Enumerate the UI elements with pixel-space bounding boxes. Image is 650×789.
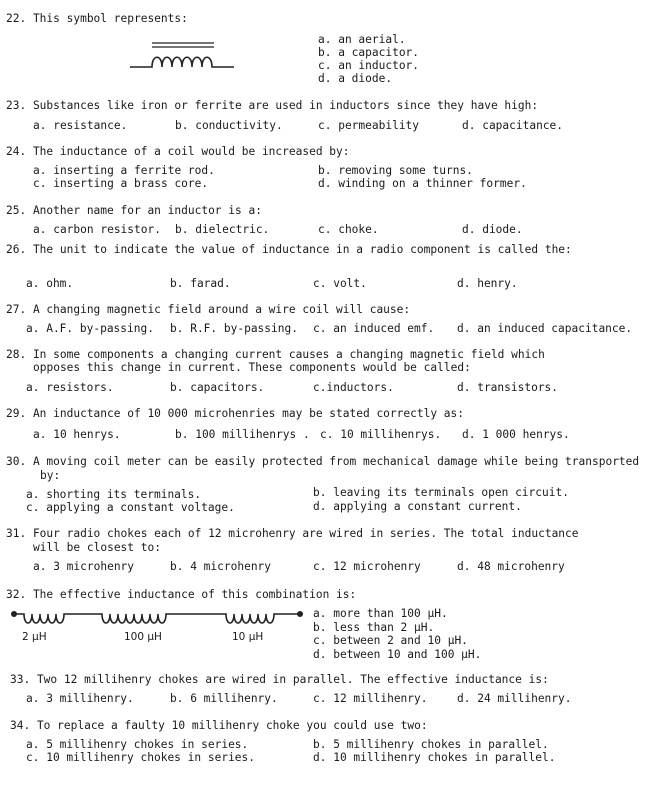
option-d[interactable]: d. applying a constant current. [313, 500, 522, 513]
inductor-label-100uh: 100 μH [124, 631, 162, 643]
option-c[interactable]: c. an inductor. [318, 59, 420, 72]
option-d[interactable]: d. henry. [457, 277, 518, 290]
option-b[interactable]: b. a capacitor. [318, 46, 420, 59]
option-d[interactable]: d. between 10 and 100 μH. [313, 648, 482, 661]
question-stem: 27. A changing magnetic field around a wire coil will cause: [6, 303, 411, 316]
option-a[interactable]: a. shorting its terminals. [26, 488, 202, 501]
option-a[interactable]: a. A.F. by-passing. [26, 322, 154, 335]
option-a[interactable]: a. 3 microhenry [33, 560, 135, 573]
option-c[interactable]: c. between 2 and 10 μH. [313, 634, 468, 647]
option-b[interactable]: b. less than 2 μH. [313, 621, 435, 634]
option-b[interactable]: b. conductivity. [175, 119, 283, 132]
option-b[interactable]: b. 5 millihenry chokes in parallel. [313, 738, 549, 751]
option-b[interactable]: b. dielectric. [175, 223, 270, 236]
option-c[interactable]: c. 12 microhenry [313, 560, 421, 573]
option-d[interactable]: d. 10 millihenry chokes in parallel. [313, 751, 556, 764]
question-stem: 26. The unit to indicate the value of inductance in a radio component is called the: [6, 243, 572, 256]
question-stem: 34. To replace a faulty 10 millihenry choke you could use two: [10, 719, 428, 732]
option-a[interactable]: a. inserting a ferrite rod. [33, 164, 215, 177]
option-a[interactable]: a. resistance. [33, 119, 128, 132]
question-stem: 32. The effective inductance of this combination is: [6, 588, 357, 601]
option-c[interactable]: c. applying a constant voltage. [26, 501, 235, 514]
option-a[interactable]: a. carbon resistor. [33, 223, 161, 236]
option-a[interactable]: a. ohm. [26, 277, 74, 290]
question-stem: 33. Two 12 millihenry chokes are wired in parallel. The effective inductance is: [10, 673, 549, 686]
option-d[interactable]: d. diode. [462, 223, 523, 236]
question-stem: 29. An inductance of 10 000 microhenries may be stated correctly as: [6, 407, 465, 420]
option-a[interactable]: a. 5 millihenry chokes in series. [26, 738, 249, 751]
option-d[interactable]: d. transistors. [457, 381, 559, 394]
option-b[interactable]: b. 4 microhenry [170, 560, 272, 573]
option-c[interactable]: c. 10 millihenry chokes in series. [26, 751, 256, 764]
question-stem: 25. Another name for an inductor is a: [6, 204, 262, 217]
option-d[interactable]: d. a diode. [318, 72, 393, 85]
inductor-label-10uh: 10 μH [232, 631, 264, 643]
question-stem: 23. Substances like iron or ferrite are used in inductors since they have high: [6, 99, 539, 112]
question-stem: 31. Four radio chokes each of 12 microhenry are wired in series. The total inductance [6, 527, 579, 540]
option-b[interactable]: b. leaving its terminals open circuit. [313, 486, 569, 499]
question-stem-continued: opposes this change in current. These components would be called: [33, 361, 471, 374]
option-c[interactable]: c. volt. [313, 277, 367, 290]
question-stem: 24. The inductance of a coil would be increased by: [6, 145, 350, 158]
option-d[interactable]: d. 1 000 henrys. [462, 428, 570, 441]
option-a[interactable]: a. resistors. [26, 381, 114, 394]
question-stem-continued: by: [40, 469, 61, 482]
option-d[interactable]: d. 48 microhenry [457, 560, 565, 573]
series-inductor-circuit [10, 604, 310, 630]
option-c[interactable]: c. inserting a brass core. [33, 177, 209, 190]
option-a[interactable]: a. 3 millihenry. [26, 692, 134, 705]
option-c[interactable]: c. choke. [318, 223, 379, 236]
option-d[interactable]: d. an induced capacitance. [457, 322, 633, 335]
option-b[interactable]: b. farad. [170, 277, 231, 290]
question-stem: 22. This symbol represents: [6, 12, 188, 25]
option-c[interactable]: c. 12 millihenry. [313, 692, 428, 705]
option-c[interactable]: c. 10 millihenrys. [320, 428, 442, 441]
option-c[interactable]: c. permeability [318, 119, 420, 132]
option-a[interactable]: a. more than 100 μH. [313, 607, 448, 620]
option-a[interactable]: a. an aerial. [318, 33, 406, 46]
option-b[interactable]: b. removing some turns. [318, 164, 473, 177]
inductor-label-2uh: 2 μH [22, 631, 47, 643]
option-d[interactable]: d. 24 millihenry. [457, 692, 572, 705]
option-b[interactable]: b. 6 millihenry. [170, 692, 278, 705]
option-b[interactable]: b. R.F. by-passing. [170, 322, 298, 335]
option-d[interactable]: d. capacitance. [462, 119, 564, 132]
option-a[interactable]: a. 10 henrys. [33, 428, 121, 441]
option-d[interactable]: d. winding on a thinner former. [318, 177, 527, 190]
option-b[interactable]: b. capacitors. [170, 381, 265, 394]
option-b[interactable]: b. 100 millihenrys . [175, 428, 310, 441]
question-stem: 28. In some components a changing current causes a changing magnetic field which [6, 348, 545, 361]
inductor-iron-core-symbol [128, 40, 238, 70]
question-stem-continued: will be closest to: [33, 541, 161, 554]
option-c[interactable]: c. an induced emf. [313, 322, 435, 335]
option-c[interactable]: c.inductors. [313, 381, 394, 394]
question-stem: 30. A moving coil meter can be easily protected from mechanical damage while being transported [6, 455, 640, 468]
